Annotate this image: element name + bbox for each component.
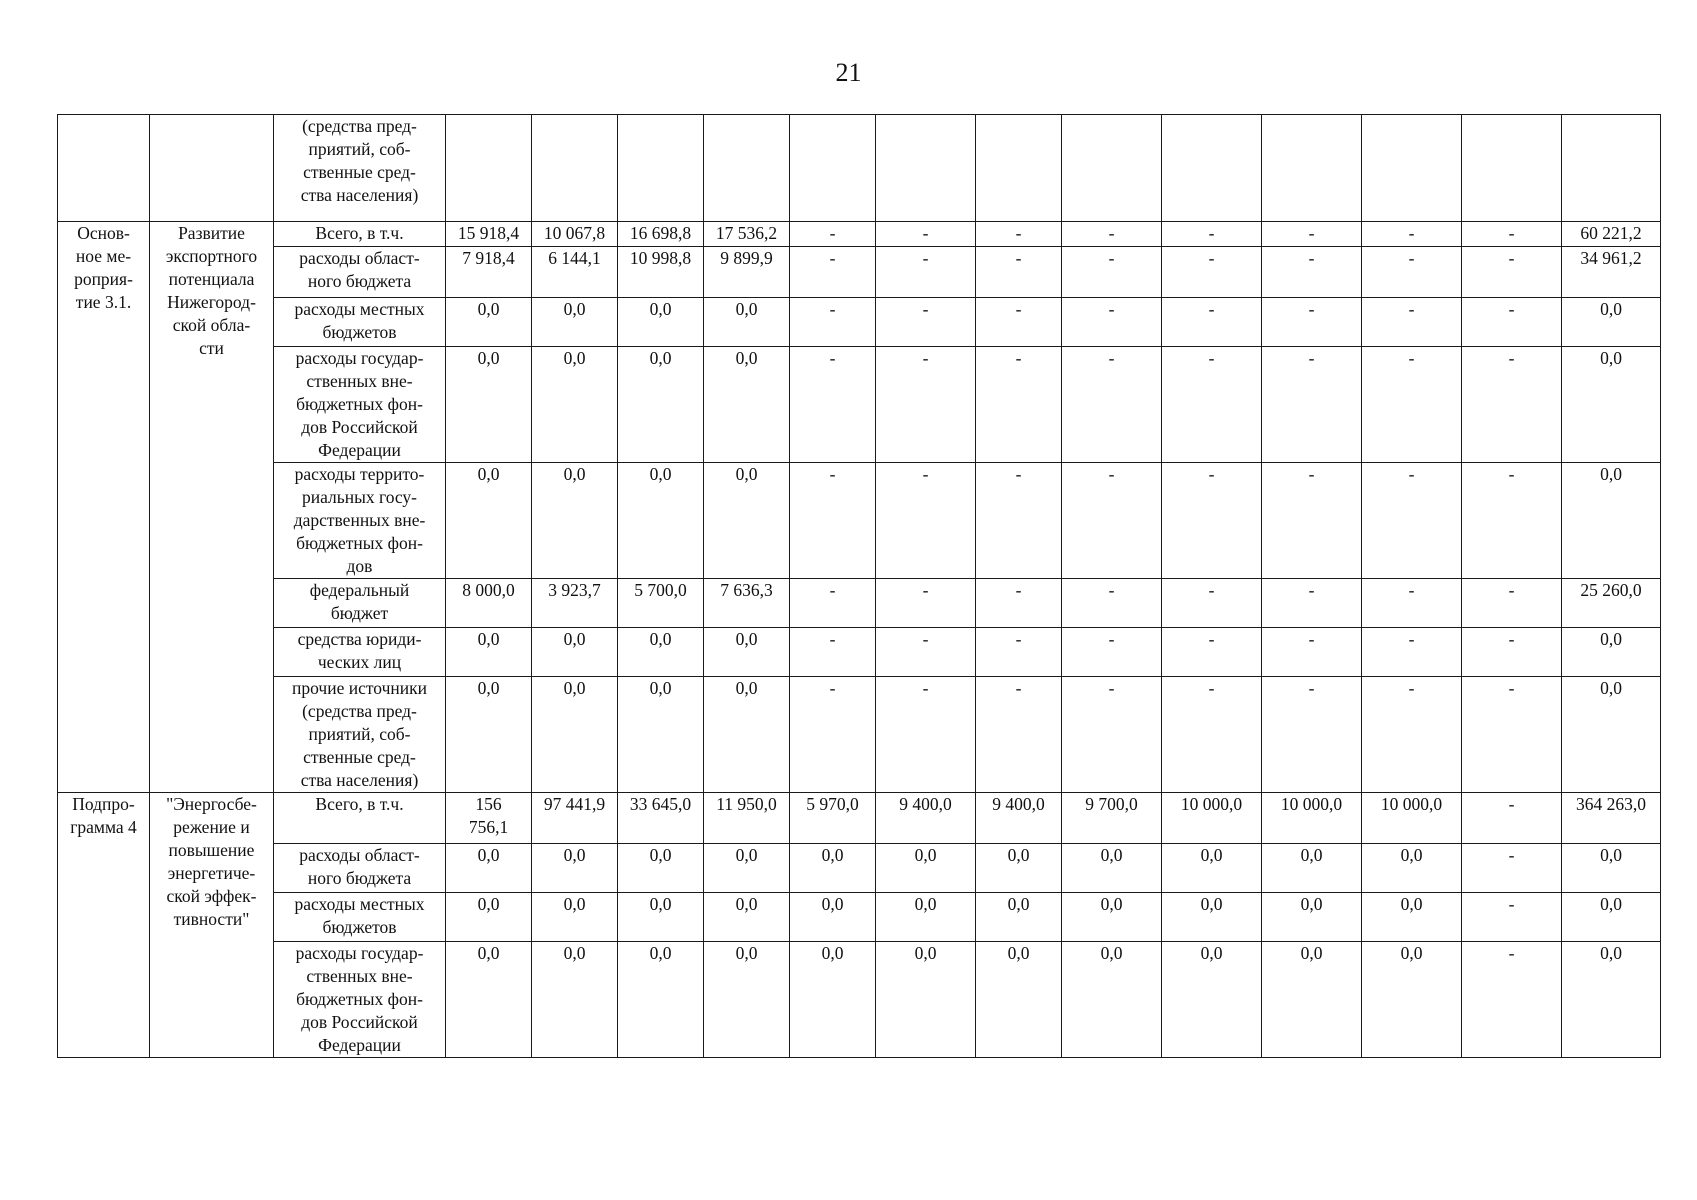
value-cell: 0,0 (532, 677, 618, 793)
value-cell: 0,0 (976, 942, 1062, 1058)
value-cell: - (976, 247, 1062, 298)
value-cell: - (876, 463, 976, 579)
value-cell (704, 115, 790, 222)
value-cell: 34 961,2 (1562, 247, 1661, 298)
value-cell: 0,0 (446, 628, 532, 677)
value-cell: 0,0 (1062, 844, 1162, 893)
value-cell: 0,0 (532, 463, 618, 579)
value-cell: 0,0 (1562, 298, 1661, 347)
source-label-cell: расходы государ- ственных вне- бюджетных фон- дов Российской Федерации (274, 347, 446, 463)
value-cell: 0,0 (532, 298, 618, 347)
value-cell: - (1462, 579, 1562, 628)
value-cell: - (976, 347, 1062, 463)
value-cell: 0,0 (1262, 942, 1362, 1058)
value-cell: 0,0 (704, 347, 790, 463)
value-cell: 0,0 (704, 298, 790, 347)
value-cell: - (976, 463, 1062, 579)
source-label-cell: расходы местных бюджетов (274, 298, 446, 347)
value-cell: 0,0 (976, 893, 1062, 942)
table-row (58, 893, 1661, 942)
value-cell: 0,0 (532, 893, 618, 942)
value-cell: - (1462, 628, 1562, 677)
value-cell (1462, 115, 1562, 222)
source-label-cell: средства юриди- ческих лиц (274, 628, 446, 677)
value-cell: 0,0 (790, 844, 876, 893)
table-row (58, 247, 1661, 298)
value-cell: - (1162, 298, 1262, 347)
value-cell: 0,0 (876, 844, 976, 893)
value-cell: 17 536,2 (704, 222, 790, 247)
value-cell: 9 899,9 (704, 247, 790, 298)
value-cell: - (876, 579, 976, 628)
value-cell: - (876, 628, 976, 677)
source-label-cell: (средства пред- приятий, соб- ственные сред- ства населения) (274, 115, 446, 222)
value-cell: - (1462, 942, 1562, 1058)
value-cell: 0,0 (618, 298, 704, 347)
measure-name-cell: "Энергосбе- режение и повышение энергетиче- ской эффек- тивности" (150, 793, 274, 1058)
source-label-cell: расходы област- ного бюджета (274, 247, 446, 298)
source-label-cell: расходы государ- ственных вне- бюджетных фон- дов Российской Федерации (274, 942, 446, 1058)
value-cell: - (1362, 463, 1462, 579)
source-label-cell: расходы террито- риальных госу- дарственных вне- бюджетных фон- дов (274, 463, 446, 579)
value-cell: 0,0 (618, 942, 704, 1058)
value-cell: 0,0 (1362, 942, 1462, 1058)
value-cell: - (1462, 247, 1562, 298)
source-label-cell: федеральный бюджет (274, 579, 446, 628)
value-cell: 0,0 (704, 844, 790, 893)
value-cell: 8 000,0 (446, 579, 532, 628)
value-cell: 0,0 (618, 844, 704, 893)
value-cell: - (1062, 347, 1162, 463)
value-cell: 0,0 (532, 942, 618, 1058)
value-cell: - (976, 579, 1062, 628)
value-cell: 0,0 (532, 628, 618, 677)
value-cell: - (876, 347, 976, 463)
value-cell: - (1362, 677, 1462, 793)
value-cell: 364 263,0 (1562, 793, 1661, 844)
value-cell (1162, 115, 1262, 222)
value-cell: - (1462, 222, 1562, 247)
value-cell: 0,0 (446, 893, 532, 942)
source-label-cell: Всего, в т.ч. (274, 793, 446, 844)
value-cell: 0,0 (1562, 347, 1661, 463)
value-cell: - (976, 298, 1062, 347)
value-cell: - (1362, 222, 1462, 247)
value-cell: 0,0 (1062, 942, 1162, 1058)
table-row (58, 463, 1661, 579)
value-cell: 0,0 (618, 677, 704, 793)
value-cell: 9 700,0 (1062, 793, 1162, 844)
value-cell: - (1062, 222, 1162, 247)
value-cell: 0,0 (1362, 893, 1462, 942)
value-cell: - (1062, 247, 1162, 298)
value-cell (446, 115, 532, 222)
value-cell: 0,0 (1262, 893, 1362, 942)
value-cell: 0,0 (704, 942, 790, 1058)
value-cell: 0,0 (618, 893, 704, 942)
table-row (58, 677, 1661, 793)
value-cell: - (976, 677, 1062, 793)
value-cell: 6 144,1 (532, 247, 618, 298)
value-cell: 0,0 (446, 844, 532, 893)
value-cell (1262, 115, 1362, 222)
value-cell: 0,0 (618, 347, 704, 463)
value-cell: - (1262, 247, 1362, 298)
value-cell: 97 441,9 (532, 793, 618, 844)
value-cell: - (1162, 579, 1262, 628)
code-cell (58, 115, 150, 222)
value-cell: 0,0 (876, 942, 976, 1058)
table-row (58, 942, 1661, 1058)
value-cell: - (1062, 628, 1162, 677)
value-cell: - (790, 222, 876, 247)
budget-table (57, 114, 1661, 1058)
value-cell: 5 700,0 (618, 579, 704, 628)
value-cell: 33 645,0 (618, 793, 704, 844)
table-row (58, 298, 1661, 347)
source-label-cell: Всего, в т.ч. (274, 222, 446, 247)
value-cell: 0,0 (446, 942, 532, 1058)
value-cell: - (1362, 628, 1462, 677)
value-cell: 0,0 (1062, 893, 1162, 942)
value-cell: 0,0 (1162, 893, 1262, 942)
source-label-cell: расходы област- ного бюджета (274, 844, 446, 893)
measure-name-cell: Развитие экспортного потенциала Нижегород- ской обла- сти (150, 222, 274, 793)
value-cell: - (1462, 463, 1562, 579)
value-cell: - (1462, 893, 1562, 942)
table-row (58, 579, 1661, 628)
value-cell: - (790, 347, 876, 463)
value-cell: 60 221,2 (1562, 222, 1661, 247)
value-cell (1362, 115, 1462, 222)
value-cell: 10 000,0 (1362, 793, 1462, 844)
value-cell: 0,0 (1262, 844, 1362, 893)
value-cell: 7 636,3 (704, 579, 790, 628)
value-cell: - (1262, 463, 1362, 579)
table-row (58, 347, 1661, 463)
value-cell: - (1462, 844, 1562, 893)
value-cell: 0,0 (1562, 677, 1661, 793)
measure-code-cell: Основ- ное ме- роприя- тие 3.1. (58, 222, 150, 793)
value-cell: - (790, 247, 876, 298)
value-cell: 0,0 (1562, 628, 1661, 677)
value-cell (790, 115, 876, 222)
value-cell: 10 000,0 (1262, 793, 1362, 844)
table-row (58, 844, 1661, 893)
value-cell: 0,0 (876, 893, 976, 942)
value-cell: 0,0 (446, 463, 532, 579)
value-cell: - (1162, 628, 1262, 677)
value-cell: 0,0 (1562, 893, 1661, 942)
value-cell: - (1362, 579, 1462, 628)
table-body (58, 115, 1661, 1058)
value-cell: - (1162, 347, 1262, 463)
value-cell: 0,0 (1162, 942, 1262, 1058)
value-cell: 0,0 (1162, 844, 1262, 893)
value-cell: 11 950,0 (704, 793, 790, 844)
value-cell: - (1462, 298, 1562, 347)
value-cell: 15 918,4 (446, 222, 532, 247)
value-cell: 0,0 (446, 677, 532, 793)
value-cell: - (876, 298, 976, 347)
value-cell: 9 400,0 (976, 793, 1062, 844)
value-cell: 156 756,1 (446, 793, 532, 844)
value-cell: - (1262, 222, 1362, 247)
value-cell: 0,0 (790, 942, 876, 1058)
value-cell: - (1262, 677, 1362, 793)
table-row (58, 115, 1661, 222)
value-cell: 7 918,4 (446, 247, 532, 298)
page-number: 21 (835, 58, 862, 87)
value-cell: - (790, 298, 876, 347)
value-cell: 0,0 (704, 677, 790, 793)
value-cell: 0,0 (618, 463, 704, 579)
source-label-cell: расходы местных бюджетов (274, 893, 446, 942)
value-cell: 0,0 (704, 893, 790, 942)
value-cell (1062, 115, 1162, 222)
value-cell: 16 698,8 (618, 222, 704, 247)
value-cell: - (1362, 347, 1462, 463)
value-cell: - (1162, 677, 1262, 793)
value-cell: - (1062, 463, 1162, 579)
value-cell (876, 115, 976, 222)
value-cell: - (1362, 298, 1462, 347)
value-cell: 0,0 (1562, 463, 1661, 579)
value-cell: - (790, 628, 876, 677)
value-cell: 0,0 (532, 347, 618, 463)
table-row (58, 222, 1661, 247)
value-cell (976, 115, 1062, 222)
value-cell: 0,0 (446, 347, 532, 463)
value-cell: - (976, 628, 1062, 677)
value-cell: - (1362, 247, 1462, 298)
value-cell: 10 067,8 (532, 222, 618, 247)
value-cell: 10 000,0 (1162, 793, 1262, 844)
value-cell (532, 115, 618, 222)
value-cell: - (1262, 628, 1362, 677)
value-cell: 10 998,8 (618, 247, 704, 298)
value-cell: - (1262, 347, 1362, 463)
value-cell: 0,0 (1562, 844, 1661, 893)
value-cell (1562, 115, 1661, 222)
value-cell: - (790, 463, 876, 579)
value-cell: - (1062, 677, 1162, 793)
value-cell: - (1462, 347, 1562, 463)
value-cell: 0,0 (446, 298, 532, 347)
value-cell: - (1262, 298, 1362, 347)
value-cell: 5 970,0 (790, 793, 876, 844)
value-cell: 25 260,0 (1562, 579, 1661, 628)
table-row (58, 628, 1661, 677)
value-cell: 0,0 (704, 463, 790, 579)
value-cell: 0,0 (976, 844, 1062, 893)
source-label-cell: прочие источники (средства пред- приятий, соб- ственные сред- ства населения) (274, 677, 446, 793)
value-cell: 0,0 (704, 628, 790, 677)
value-cell: 9 400,0 (876, 793, 976, 844)
value-cell: - (1162, 222, 1262, 247)
name-cell (150, 115, 274, 222)
value-cell: - (790, 677, 876, 793)
value-cell: - (976, 222, 1062, 247)
measure-code-cell: Подпро- грамма 4 (58, 793, 150, 1058)
value-cell: - (790, 579, 876, 628)
value-cell: 0,0 (532, 844, 618, 893)
value-cell: - (876, 247, 976, 298)
value-cell: 0,0 (1362, 844, 1462, 893)
value-cell: 3 923,7 (532, 579, 618, 628)
table-row (58, 793, 1661, 844)
value-cell: - (1062, 298, 1162, 347)
value-cell: - (876, 677, 976, 793)
value-cell: - (1162, 247, 1262, 298)
value-cell: - (1462, 677, 1562, 793)
value-cell: - (1162, 463, 1262, 579)
value-cell: 0,0 (618, 628, 704, 677)
value-cell: - (1262, 579, 1362, 628)
value-cell: 0,0 (1562, 942, 1661, 1058)
value-cell: - (1462, 793, 1562, 844)
value-cell (618, 115, 704, 222)
value-cell: 0,0 (790, 893, 876, 942)
value-cell: - (876, 222, 976, 247)
value-cell: - (1062, 579, 1162, 628)
